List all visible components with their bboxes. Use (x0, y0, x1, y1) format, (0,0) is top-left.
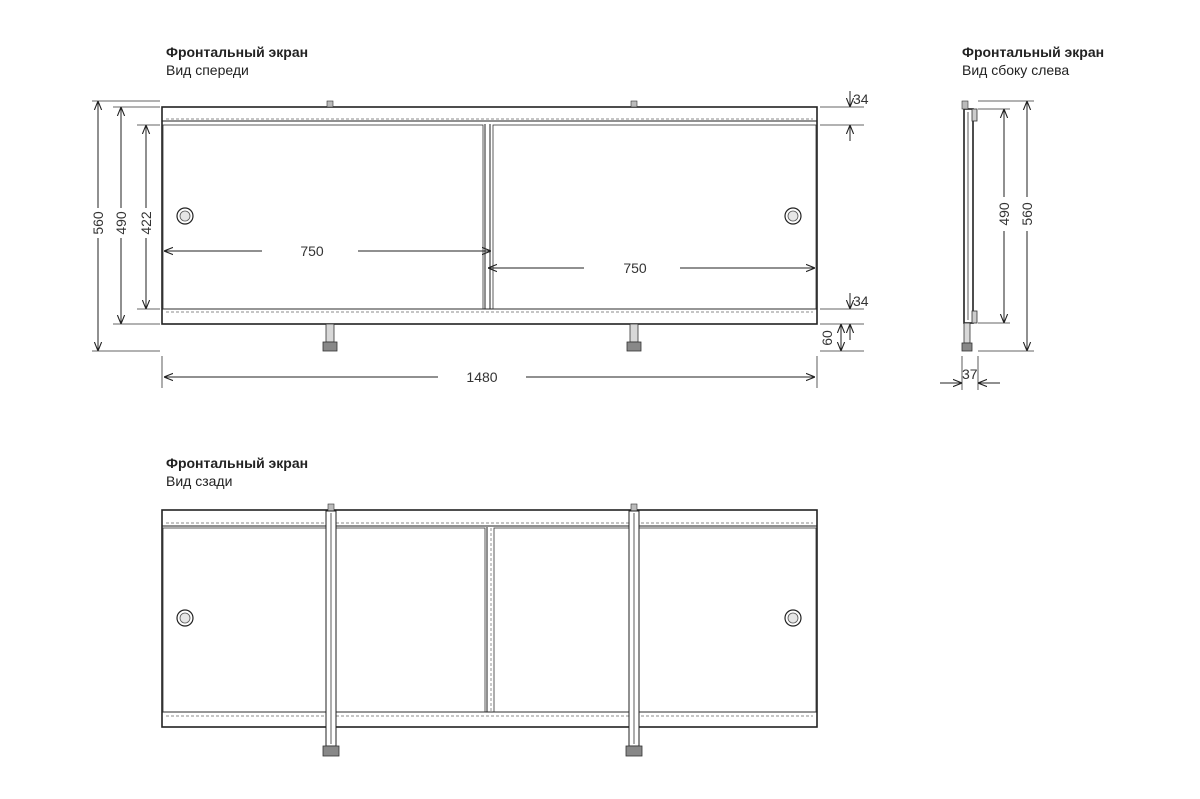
front-view-subtitle: Вид спереди (166, 62, 249, 78)
side-view-drawing (940, 101, 1037, 390)
dim-bottom-rail: 34 (853, 293, 869, 309)
back-view-title: Фронтальный экран (166, 455, 309, 471)
dim-side-depth: 37 (962, 366, 978, 382)
back-view-drawing (162, 504, 817, 756)
side-top-screw-icon (962, 101, 968, 109)
front-view-drawing (88, 91, 869, 388)
dim-total-width: 1480 (466, 369, 498, 385)
front-right-panel (493, 125, 816, 309)
dim-top-rail: 34 (853, 91, 869, 107)
front-leg-icon (323, 324, 641, 351)
side-leg-icon (964, 323, 970, 343)
back-right-handle-icon (785, 610, 801, 626)
dim-side-frame-height: 490 (996, 202, 1012, 226)
front-view-title: Фронтальный экран (166, 44, 309, 60)
side-view-subtitle: Вид сбоку слева (962, 62, 1070, 78)
dim-panel-width-right: 750 (623, 260, 647, 276)
side-view-title: Фронтальный экран (962, 44, 1105, 60)
back-left-support-post (323, 504, 339, 756)
dim-total-height: 560 (90, 211, 106, 235)
front-right-handle-icon (785, 208, 801, 224)
side-profile (964, 109, 973, 323)
back-left-panel (163, 528, 485, 712)
dim-legs: 60 (819, 330, 835, 346)
front-left-handle-icon (177, 208, 193, 224)
back-right-support-post (626, 504, 642, 756)
dim-side-total-height: 560 (1019, 202, 1035, 226)
back-outer-frame (162, 510, 817, 727)
front-top-screw-icon (327, 101, 637, 107)
dim-frame-height: 490 (113, 211, 129, 235)
dim-panel-width-left: 750 (300, 243, 324, 259)
back-right-panel (494, 528, 816, 712)
dim-panel-height: 422 (138, 211, 154, 235)
front-left-panel (163, 125, 483, 309)
back-view-subtitle: Вид сзади (166, 473, 233, 489)
back-left-handle-icon (177, 610, 193, 626)
